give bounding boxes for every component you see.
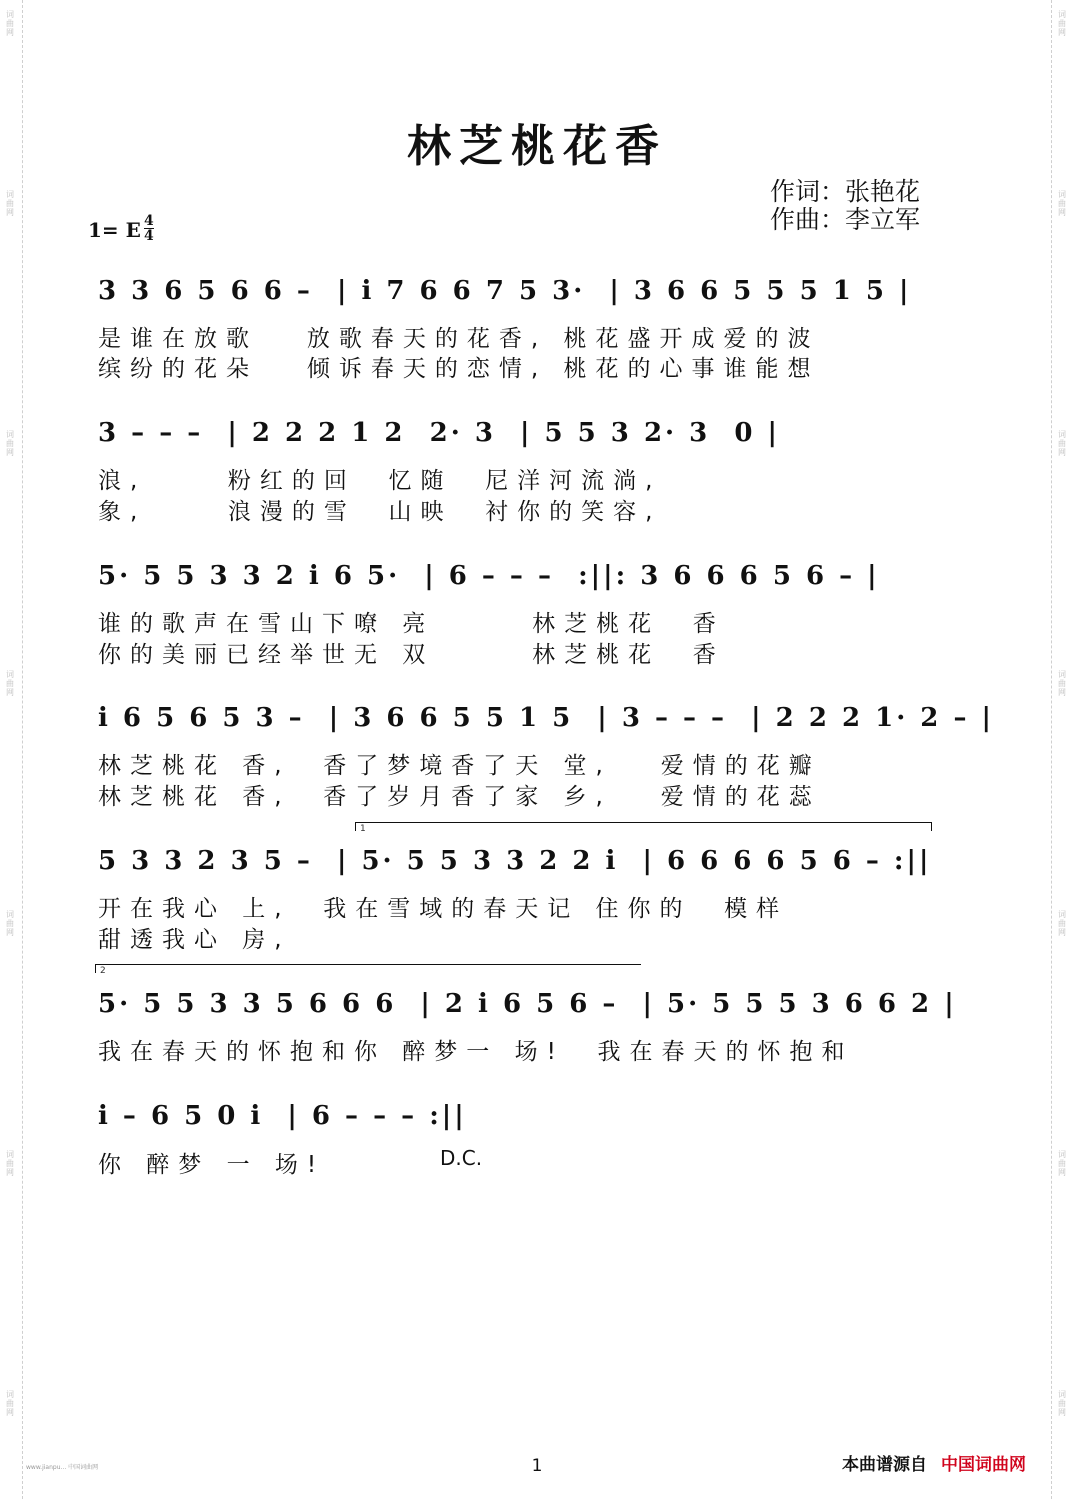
watermark-text: 词曲网 (1058, 430, 1066, 457)
key-signature: 1= E (88, 218, 141, 242)
watermark-text: 词曲网 (1058, 1390, 1066, 1417)
first-ending-bracket (355, 822, 932, 834)
time-signature (144, 214, 154, 243)
watermark-text: 词曲网 (1058, 910, 1066, 937)
lyric-line-verse-1: 林芝桃花 香, 香了梦境香了天 堂, 爱情的花瓣 (98, 753, 821, 779)
watermark-text: 词曲网 (6, 1150, 14, 1177)
lyric-line-verse-2: 甜透我心 房, (98, 927, 291, 953)
lyric-line: 我在春天的怀抱和你 醉梦一 场! 我在春天的怀抱和 (98, 1039, 854, 1065)
watermark-text: 词曲网 (1058, 1150, 1066, 1177)
right-margin-watermark (1051, 0, 1074, 1499)
time-signature-bottom: 4 (144, 228, 154, 244)
watermark-text: 词曲网 (6, 670, 14, 697)
second-ending-number: 2 (100, 966, 106, 976)
watermark-text: 词曲网 (6, 190, 14, 217)
source-site-link[interactable]: 中国词曲网 (941, 1455, 1026, 1475)
watermark-text: 词曲网 (6, 10, 14, 37)
watermark-text: 词曲网 (1058, 670, 1066, 697)
lyric-line-verse-2: 你的美丽已经举世无 双 林芝桃花 香 (98, 642, 725, 668)
notation-row: i – 6 5 0 i | 6 – – – :|| (98, 1101, 467, 1131)
lyric-line-verse-1: 浪, 粉红的回 忆随 尼洋河流淌, (98, 468, 662, 494)
footer-small-text: www.jianpu... 中国词曲网 (26, 1464, 99, 1471)
notation-row: i 6 5 6 5 3 – | 3 6 6 5 5 1 5 | 3 – – – | 2 2 2 1· 2 – | (98, 703, 994, 733)
watermark-text: 词曲网 (6, 1390, 14, 1417)
lyric-line-verse-2: 缤纷的花朵 倾诉春天的恋情, 桃花的心事谁能想 (98, 356, 820, 382)
notation-row: 3 – – – | 2 2 2 1 2 2· 3 | 5 5 3 2· 3 0 | (98, 418, 780, 448)
watermark-text: 词曲网 (6, 430, 14, 457)
page-number: 1 (531, 1456, 543, 1476)
notation-row: 5· 5 5 3 3 2 i 6 5· | 6 – – – :||: 3 6 6 6 5 6 – | (98, 561, 880, 591)
watermark-text: 词曲网 (1058, 190, 1066, 217)
da-capo-mark: D.C. (440, 1146, 483, 1170)
source-label: 本曲谱源自 (842, 1455, 927, 1475)
song-title: 林芝桃花香 (407, 121, 667, 172)
notation-row: 5· 5 5 3 3 5 6 6 6 | 2 i 6 5 6 – | 5· 5 5 5 3 6 6 2 | (98, 989, 957, 1019)
lyric-line-verse-1: 开在我心 上, 我在雪域的春天记 住你的 模样 (98, 896, 789, 922)
left-margin-watermark (0, 0, 23, 1499)
notation-row: 3 3 6 5 6 6 – | i 7 6 6 7 5 3· | 3 6 6 5 5 5 1 5 | (98, 276, 912, 306)
lyric-line: 你 醉梦 一 场! (98, 1152, 326, 1178)
time-signature-top: 4 (144, 213, 154, 229)
notation-row: 5 3 3 2 3 5 – | 5· 5 5 3 3 2 2 i | 6 6 6 6 5 6 – :|| (98, 846, 932, 876)
source-credit (842, 1450, 1026, 1475)
watermark-text: 词曲网 (1058, 10, 1066, 37)
lyric-line-verse-2: 林芝桃花 香, 香了岁月香了家 乡, 爱情的花蕊 (98, 784, 821, 810)
watermark-text: 词曲网 (6, 910, 14, 937)
credits (770, 178, 920, 234)
lyricist: 作词：张艳花 (770, 177, 921, 206)
lyric-line-verse-2: 象, 浪漫的雪 山映 衬你的笑容, (98, 499, 662, 525)
lyric-line-verse-1: 谁的歌声在雪山下嘹 亮 林芝桃花 香 (98, 611, 725, 637)
second-ending-bracket (95, 964, 641, 976)
composer: 作曲：李立军 (770, 205, 921, 234)
first-ending-number: 1 (360, 824, 366, 834)
lyric-line-verse-1: 是谁在放歌 放歌春天的花香, 桃花盛开成爱的波 (98, 326, 820, 352)
